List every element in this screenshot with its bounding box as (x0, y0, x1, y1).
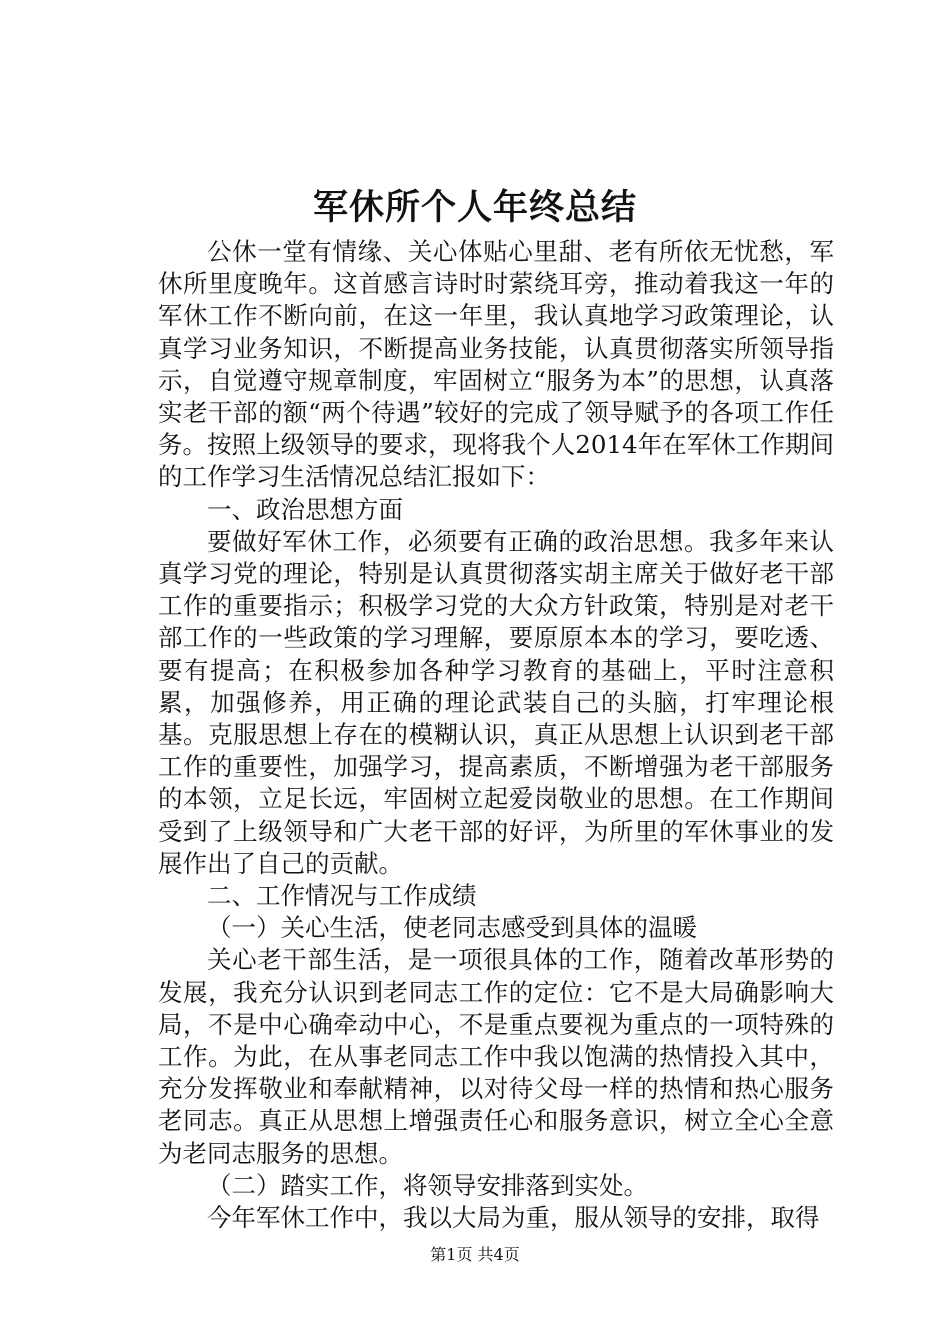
section-heading-political: 一、政治思想方面 (207, 494, 403, 524)
paragraph-care: 关心老干部生活，是一项很具体的工作，随着改革形势的发展，我充分认识到老同志工作的定位：它不是大局确影响大局，不是中心确牵动中心，不是重点要视为重点的一项特殊的工作。为此，在从事老同志工作中我以饱满的热情投入其中，充分发挥敬业和奉献精神，以对待父母一样的热情和热心服务老同志。真正从思想上增强责任心和服务意识，树立全心全意为老同志服务的思想。 (158, 945, 834, 1168)
paragraph-intro: 公休一堂有情缘、关心体贴心里甜、老有所依无忧愁，军休所里度晚年。这首感言诗时时萦绕耳旁，推动着我这一年的军休工作不断向前，在这一年里，我认真地学习政策理论，认真学习业务知识，不断提高业务技能，认真贯彻落实所领导指示，自觉遵守规章制度，牢固树立“服务为本”的思想，认真落实老干部的额“两个待遇”较好的完成了领导赋予的各项工作任务。按照上级领导的要求，现将我个人2014年在军休工作期间的工作学习生活情况总结汇报如下： (158, 237, 834, 492)
document-title: 军休所个人年终总结 (312, 187, 637, 228)
paragraph-political: 要做好军休工作，必须要有正确的政治思想。我多年来认真学习党的理论，特别是认真贯彻落实胡主席关于做好老干部工作的重要指示；积极学习党的大众方针政策，特别是对老干部工作的一些政策的学习理解，要原原本本的学习，要吃透、要有提高；在积极参加各种学习教育的基础上，平时注意积累，加强修养，用正确的理论武装自己的头脑，打牢理论根基。克服思想上存在的模糊认识，真正从思想上认识到老干部工作的重要性，加强学习，提高素质，不断增强为老干部服务的本领，立足长远，牢固树立起爱岗敬业的思想。在工作期间受到了上级领导和广大老干部的好评，为所里的军休事业的发展作出了自己的贡献。 (158, 526, 834, 878)
subsection-heading-work-practice: （二）踏实工作，将领导安排落到实处。 (207, 1170, 648, 1200)
section-heading-work: 二、工作情况与工作成绩 (207, 881, 477, 911)
document-body (158, 236, 834, 1234)
paragraph-work-practice: 今年军休工作中，我以大局为重，服从领导的安排，取得 (207, 1203, 820, 1233)
page-number-footer: 第1页 共4页 (430, 1245, 520, 1264)
subsection-heading-care: （一）关心生活，使老同志感受到具体的温暖 (207, 913, 697, 943)
